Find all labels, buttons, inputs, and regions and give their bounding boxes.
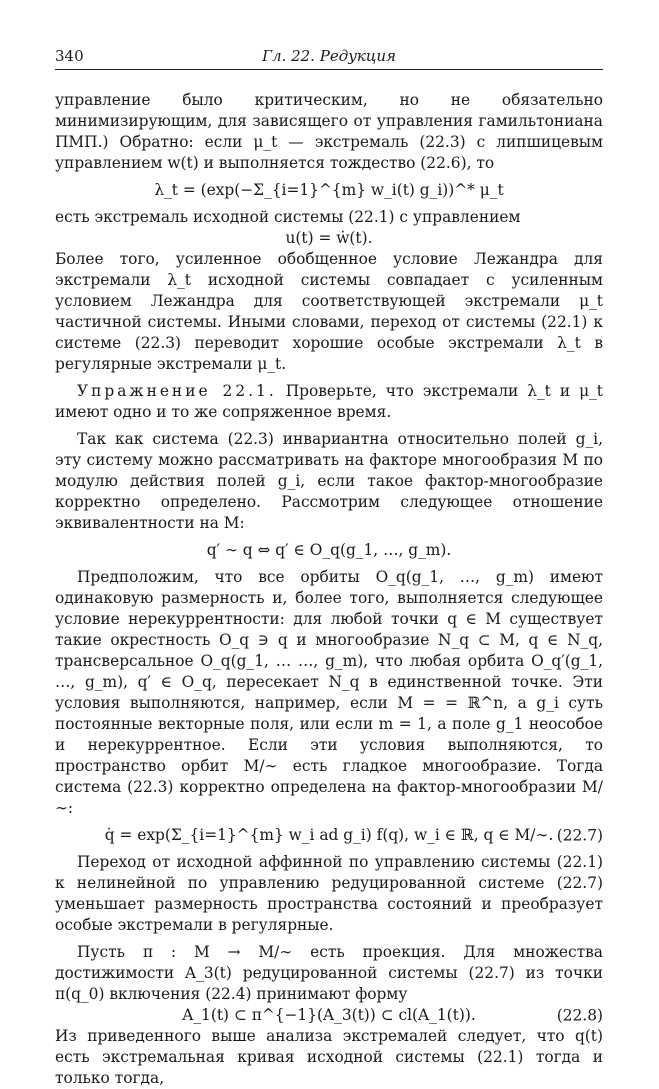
paragraph-7: Пусть π : M → M/∼ есть проекция. Для множества достижимости A_3(t) редуцированной системы (22.7) из точки π(q_0) включения (22.4) принимают форму xyxy=(55,943,603,1003)
paragraph-6: Переход от исходной аффинной по управлению системы (22.1) к нелинейной по управлению редуцированной системе (22.7) уменьшает размерность пространства состояний и преобразует особые экстремали в регулярные. xyxy=(55,853,603,934)
exercise-label: Упражнение 22.1. xyxy=(77,382,277,400)
paragraph-3: Более того, усиленное обобщенное условие Лежандра для экстремали λ_t исходной системы совпадает с усиленным условием Лежандра для соответствующей экстремали μ_t частичной системы. Иными словами, переход от системы (22.1) к системе (22.3) переводит хорошие особые экстремали λ_t в регулярные экстремали μ_t. xyxy=(55,250,603,373)
paragraph-5: Предположим, что все орбиты O_q(g_1, …, g_m) имеют одинаковую размерность и, более того, выполняется следующее условие нерекуррентности: для любой точки q ∈ M существует такие окрестность O_q ∋ q и многообразие N_q ⊂ M, q ∈ N_q, трансверсальное O_q(g_1, … …, g_m), что любая орбита O_q′(g_1, …, g_m), q′ ∈ O_q, пересекает N_q в единственной точке. Эти условия выполняются, например, если M = = ℝ^n, а g_i суть постоянные векторные поля, или если m = 1, а поле g_1 неособое и нерекуррентное. Если эти условия выполняются, то пространство орбит M/∼ есть гладкое многообразие. Тогда система (22.3) корректно определена на фактор-многообразии M/∼: xyxy=(55,568,603,817)
equation-22-8-number: (22.8) xyxy=(556,1006,603,1024)
paragraph-1: управление было критическим, но не обязательно минимизирующим, для зависящего от управления гамильтониана ПМП.) Обратно: если μ_t — экстремаль (22.3) с липшицевым управлением w(t) и выполняется тождество (22.6), то xyxy=(55,91,603,172)
equation-equivalence xyxy=(55,540,603,561)
equation-22-7-number: (22.7) xyxy=(556,826,603,844)
exercise xyxy=(55,381,603,423)
equation-22-8-text: A_1(t) ⊂ π^{−1}(A_3(t)) ⊂ cl(A_1(t)). xyxy=(182,1006,476,1024)
equation-22-7 xyxy=(55,825,603,846)
equation-u-text: u(t) = ẇ(t). xyxy=(285,229,373,247)
page-number: 340 xyxy=(55,47,84,65)
main-text xyxy=(55,90,603,1089)
paragraph-4: Так как система (22.3) инвариантна относительно полей g_i, эту систему можно рассматривать на факторе многообразия M по модулю действия полей g_i, если такое фактор-многообразие корректно определено. Рассмотрим следующее отношение эквивалентности на M: xyxy=(55,430,603,532)
equation-u xyxy=(55,228,603,249)
page-header xyxy=(55,45,603,70)
paragraph-2: есть экстремаль исходной системы (22.1) с управлением xyxy=(55,208,521,226)
paragraph-8: Из приведенного выше анализа экстремалей следует, что q(t) есть экстремальная кривая исходной системы (22.1) тогда и только тогда, xyxy=(55,1027,603,1087)
running-title: Гл. 22. Редукция xyxy=(262,47,396,65)
equation-lambda xyxy=(55,180,603,201)
equation-lambda-text: λ_t = (exp(−Σ_{i=1}^{m} w_i(t) g_i))^* μ_t xyxy=(154,181,504,199)
equation-22-7-text: q̇ = exp(Σ_{i=1}^{m} w_i ad g_i) f(q), w_i ∈ ℝ, q ∈ M/∼. xyxy=(104,826,554,844)
equation-22-8 xyxy=(55,1005,603,1026)
equation-equivalence-text: q′ ∼ q ⇔ q′ ∈ O_q(g_1, …, g_m). xyxy=(206,541,452,559)
exercise-text: Проверьте, что экстремали λ_t и μ_t имеют одно и то же сопряженное время. xyxy=(55,382,603,421)
